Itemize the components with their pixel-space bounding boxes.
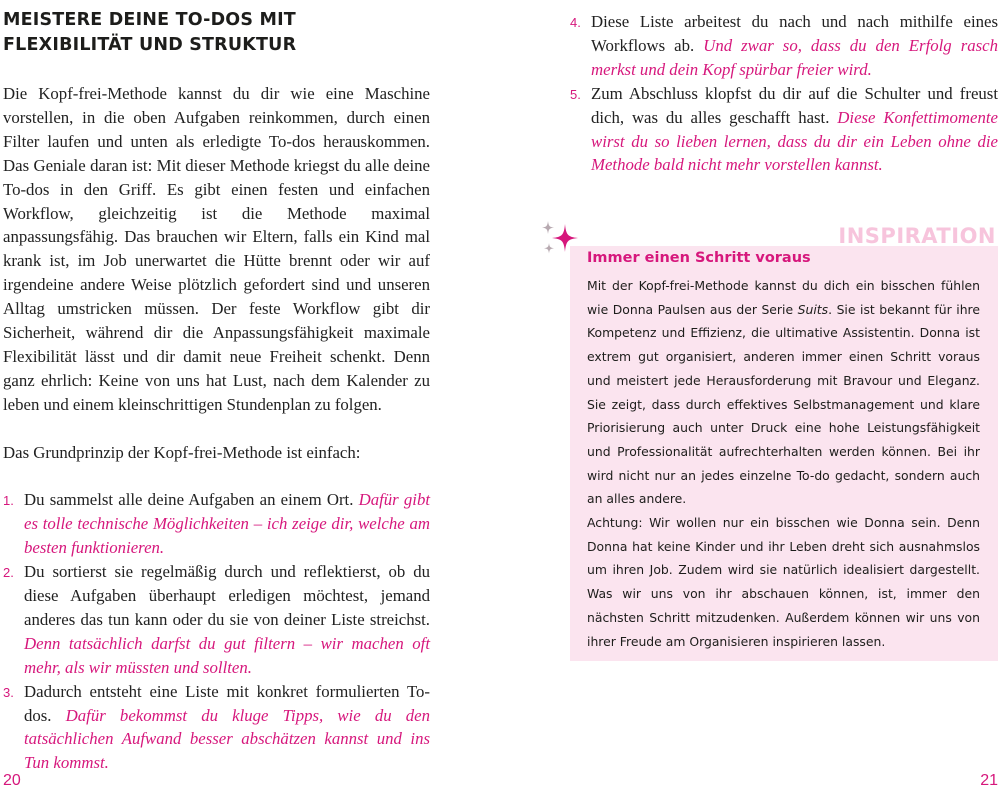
step-text: Du sammelst alle deine Aufgaben an einem Ort. bbox=[24, 490, 359, 510]
show-title: Suits bbox=[797, 301, 829, 317]
page-heading: MEISTERE DEINE TO-DOS MIT FLEXIBILITÄT UND STRUKTUR bbox=[3, 10, 297, 55]
step-text: Du sortierst sie regelmäßig durch und reflektierst, ob du diese Aufgaben überhaupt erledigen möchtest, jemand anderes das tun kann oder du sie von deiner Liste streichst. bbox=[24, 562, 430, 629]
intro-paragraph: Die Kopf-frei-Methode kannst du dir wie eine Maschine vorstellen, in die oben Aufgaben reinkommen, durch einen Filter laufen und unten als erledigte To-dos herauskommen. Das Geniale daran ist: Mit dieser Methode kriegst du alle deine To-dos in den Griff. Es gibt einen festen und einfachen Workflow, gleichzeitig ist die Methode maximal anpassungsfähig. Das brauchen wir Eltern, falls ein Kind mal krank ist, im Job unerwartet die Hütte brennt oder wir auf irgendeine andere Weise plötzlich gefordert sind und unseren Alltag umstricken müssen. Der feste Workflow gibt dir Sicherheit, während dir die Anpassungsfähigkeit maximale Flexibilität lässt und dir damit neue Freiheit schenkt. Denn ganz ehrlich: Keine von uns hat Lust, nach dem Kalender zu leben und einem kleinschrittigen Stundenplan zu folgen. bbox=[3, 84, 430, 414]
inspiration-body bbox=[587, 274, 980, 653]
list-item bbox=[3, 488, 430, 560]
list-item bbox=[3, 680, 430, 776]
step-highlight: Diese Konfettimomente wirst du so lieben lernen, dass du dir ein Leben ohne die Methode bald nicht mehr vorstellen kannst. bbox=[591, 107, 998, 175]
inspiration-text: . Sie ist bekannt für ihre Kompetenz und Effizienz, die ultimative Assistentin. Donna ist extrem gut organisiert, anderen immer einen Schritt voraus und meistert jede Herausforderung mit Bravour und Eleganz. Sie zeigt, dass durch effektives Selbstmanagement und klare Priorisierung auch unter Druck eine hohe Leistungsfähigkeit und Professionalität aufrechterhalten werden können. Bei ihr wird nicht nur an jedes einzelne To-do gedacht, sondern auch an alles andere. bbox=[587, 301, 980, 507]
principle-paragraph: Das Grundprinzip der Kopf-frei-Methode ist einfach: bbox=[3, 442, 361, 462]
inspiration-paragraph-2: Achtung: Wir wollen nur ein bisschen wie Donna sein. Denn Donna hat keine Kinder und ihr Leben dreht sich ausnahmslos um ihren Job. Zudem wird sie natürlich idealisiert dargestellt. Was wir uns von ihr abschauen können, ist, immer den nächsten Schritt mitzudenken. Außerdem können wir uns von ihrer Freude am Organisieren inspirieren lassen. bbox=[587, 515, 980, 649]
step-text: Dadurch entsteht eine Liste mit konkret formulierten To-dos. bbox=[24, 681, 430, 725]
sparkle-icon bbox=[538, 218, 582, 262]
step-number: 4. bbox=[570, 15, 581, 30]
right-page bbox=[570, 10, 998, 177]
left-page bbox=[3, 8, 430, 775]
step-number: 1. bbox=[3, 493, 14, 509]
inspiration-title: Immer einen Schritt voraus bbox=[587, 250, 811, 266]
inspiration-text: Mit der Kopf-frei-Methode kannst du dich ein bisschen fühlen wie Donna Paulsen aus der Serie bbox=[587, 278, 980, 317]
step-number: 5. bbox=[570, 86, 581, 102]
step-text: Diese Liste arbeitest du nach und nach mithilfe eines Workflows ab. bbox=[591, 12, 998, 55]
step-highlight: Dafür gibt es tolle technische Möglichkeiten – ich zeige dir, welche am besten funktionieren. bbox=[24, 490, 430, 558]
page-number-right: 21 bbox=[980, 772, 998, 789]
steps-list-left bbox=[3, 488, 430, 775]
list-item bbox=[3, 560, 430, 680]
inspiration-paragraph-1 bbox=[587, 274, 980, 511]
steps-list-right bbox=[570, 10, 998, 177]
step-highlight: Denn tatsächlich darfst du gut filtern – wir machen oft mehr, als wir müssten und sollten. bbox=[24, 633, 430, 677]
step-text: Zum Abschluss klopfst du dir auf die Schulter und freust dich, was du alles geschafft hast. bbox=[591, 83, 998, 127]
page-number-left: 20 bbox=[3, 772, 21, 789]
list-item bbox=[570, 82, 998, 178]
step-number: 2. bbox=[3, 565, 14, 581]
list-item bbox=[570, 10, 998, 82]
step-highlight: Und zwar so, dass du den Erfolg rasch merkst und dein Kopf spürbar freier wird. bbox=[591, 35, 998, 79]
inspiration-label: INSPIRATION bbox=[838, 224, 996, 248]
step-number: 3. bbox=[3, 684, 14, 700]
step-highlight: Dafür bekommst du kluge Tipps, wie du den tatsächlichen Aufwand besser abschätzen kannst und ins Tun kommst. bbox=[24, 705, 430, 773]
